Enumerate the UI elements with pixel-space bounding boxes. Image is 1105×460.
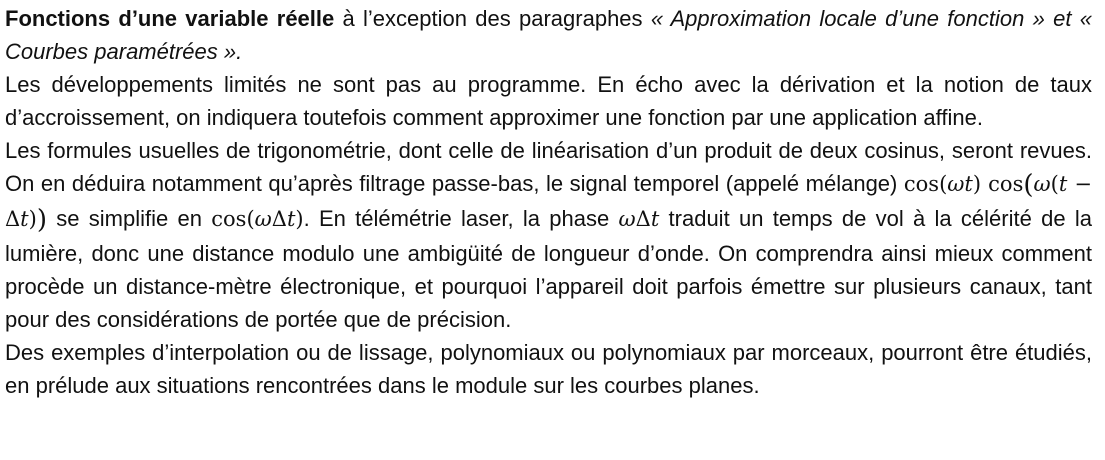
- trig-text-2: se simplifie en: [46, 206, 212, 231]
- intro-end: .: [236, 39, 243, 64]
- paragraph-limited-developments: Les développements limités ne sont pas au programme. En écho avec la dérivation et la notion de taux d’accroissement, on indiquera toutefois comment approximer une fonction par une application affine.: [5, 72, 1092, 130]
- trig-text-1: Les formules usuelles de trigonométrie, dont celle de linéarisation d’un produit de deux cosinus, seront revues. On en déduira notamment qu’après filtrage passe-bas, le signal temporel (appelé mélange): [5, 138, 1092, 196]
- trig-text-3: . En télémétrie laser, la phase: [303, 206, 619, 231]
- formula-simplified: cos(ωΔt): [211, 207, 304, 231]
- paragraph-interpolation: Des exemples d’interpolation ou de lissage, polynomiaux ou polynomiaux par morceaux, pourront être étudiés, en prélude aux situations rencontrées dans le module sur les courbes planes.: [5, 340, 1092, 398]
- formula-mixing-signal: cos(ωt) cos(ω(t − Δt)): [5, 170, 1092, 235]
- paragraph-trigonometry: [5, 134, 1092, 336]
- intro-paragraph: [5, 2, 1092, 68]
- excluded-paragraph-2: « Courbes paramétrées »: [5, 6, 1092, 64]
- trig-text-4: traduit un temps de vol à la célérité de la lumière, donc une distance modulo une ambigüité de longueur d’onde. On comprendra ainsi mieux comment procède un distance-mètre électronique, et pourquoi l’appareil doit parfois émettre sur plusieurs canaux, tant pour des considérations de portée que de précision.: [5, 206, 1092, 332]
- excluded-paragraph-1: « Approximation locale d’une fonction »: [650, 6, 1045, 31]
- formula-phase: ωΔt: [618, 207, 660, 231]
- section-title: Fonctions d’une variable réelle: [5, 6, 335, 31]
- intro-text: à l’exception des paragraphes: [334, 6, 651, 31]
- intro-connector: et: [1044, 6, 1080, 31]
